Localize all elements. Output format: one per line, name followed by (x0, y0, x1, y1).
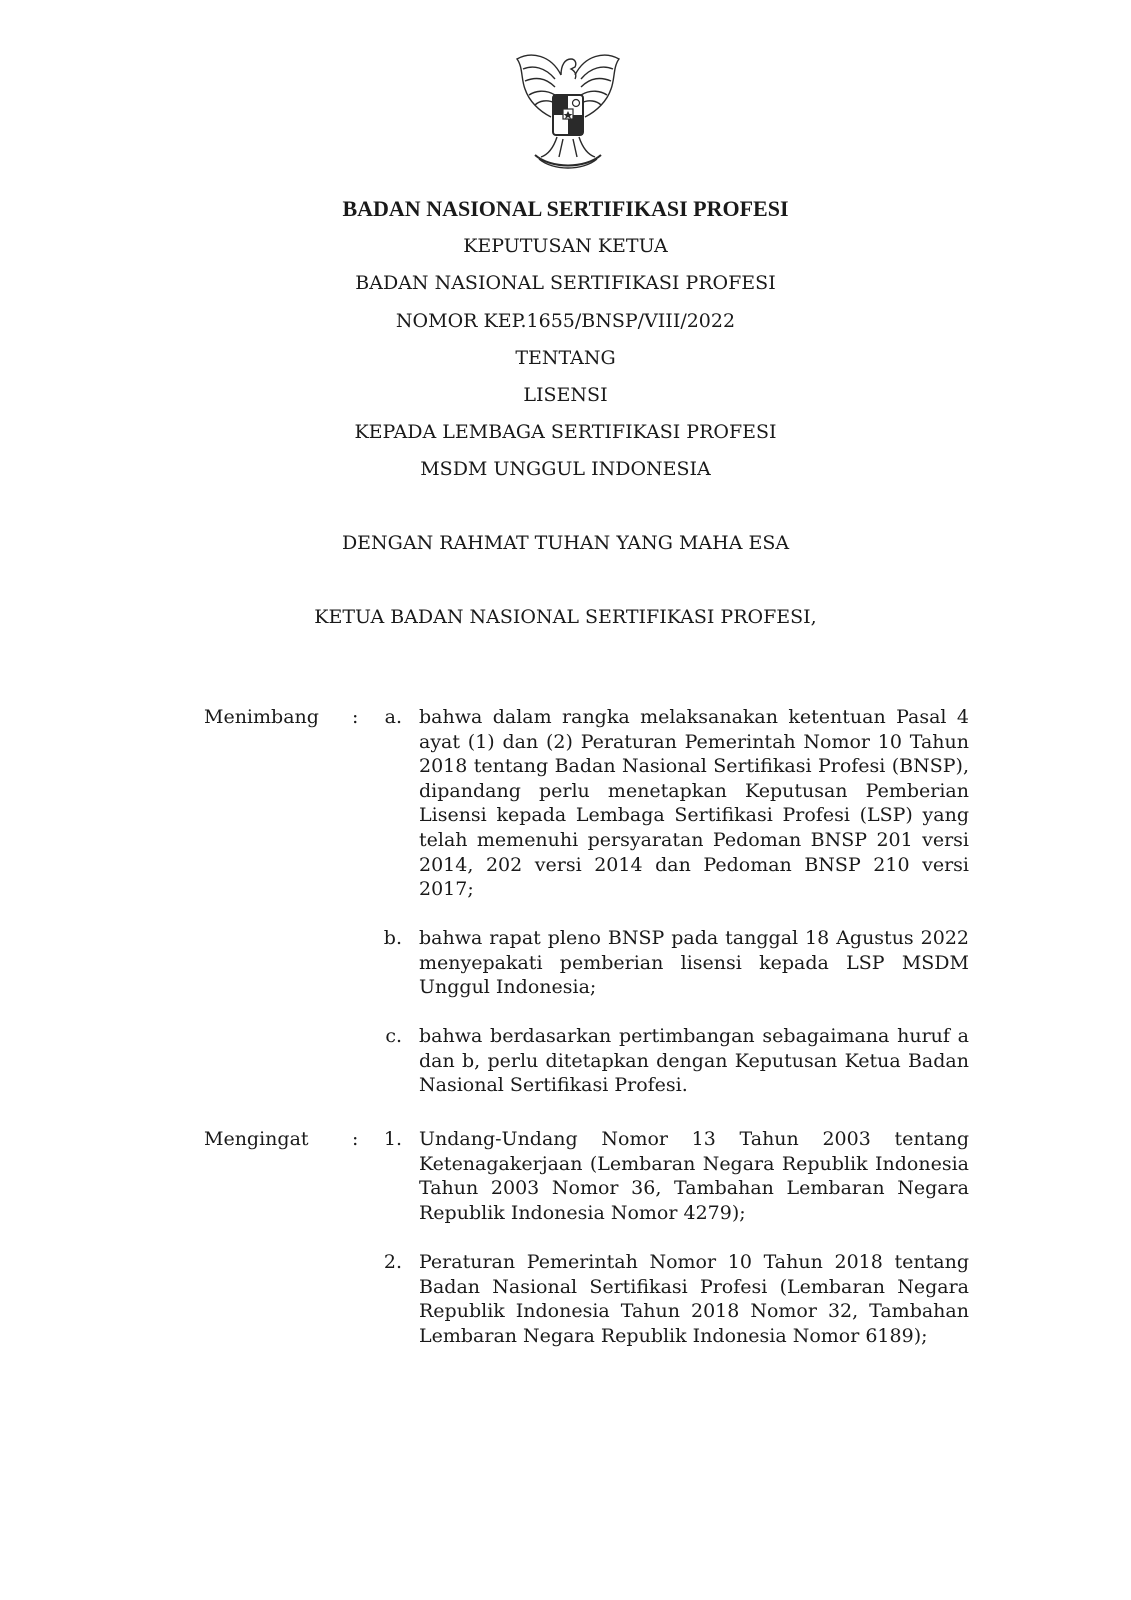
subject-line-3: MSDM UNGGUL INDONESIA (420, 458, 711, 480)
menimbang-colon: : (352, 706, 359, 728)
chairman-line: KETUA BADAN NASIONAL SERTIFIKASI PROFESI, (314, 606, 817, 628)
mengingat-item-marker: 2. (383, 1251, 402, 1273)
mengingat-label: Mengingat (204, 1128, 309, 1150)
mengingat-colon: : (352, 1128, 359, 1150)
agency-title: BADAN NASIONAL SERTIFIKASI PROFESI (342, 196, 789, 221)
menimbang-item: bahwa berdasarkan pertimbangan sebagaimana huruf a dan b, perlu ditetapkan dengan Keputusan Ketua Badan Nasional Sertifikasi Profesi. (419, 1025, 969, 1097)
menimbang-item-marker: b. (383, 927, 402, 949)
menimbang-label: Menimbang (204, 706, 319, 728)
garuda-pancasila-emblem-icon (511, 45, 625, 173)
menimbang-item: bahwa dalam rangka melaksanakan ketentuan Pasal 4 ayat (1) dan (2) Peraturan Pemerintah Nomor 10 Tahun 2018 tentang Badan Nasional Sertifikasi Profesi (BNSP), dipandang perlu menetapkan Keputusan Pemberian Lisensi kepada Lembaga Sertifikasi Profesi (LSP) yang telah memenuhi persyaratan Pedoman BNSP 201 versi 2014, 202 versi 2014 dan Pedoman BNSP 210 versi 2017; (419, 706, 969, 901)
subject-line-1: LISENSI (523, 384, 608, 406)
decision-type: KEPUTUSAN KETUA (463, 235, 668, 257)
blessing-line: DENGAN RAHMAT TUHAN YANG MAHA ESA (341, 532, 790, 554)
mengingat-item: Undang-Undang Nomor 13 Tahun 2003 tentang Ketenagakerjaan (Lembaran Negara Republik Indonesia Tahun 2003 Nomor 36, Tambahan Lembaran Negara Republik Indonesia Nomor 4279); (419, 1128, 969, 1224)
mengingat-item-marker: 1. (383, 1128, 402, 1150)
menimbang-item-marker: a. (384, 706, 402, 728)
menimbang-item-marker: c. (385, 1025, 402, 1047)
subject-line-2: KEPADA LEMBAGA SERTIFIKASI PROFESI (354, 421, 777, 443)
menimbang-item: bahwa rapat pleno BNSP pada tanggal 18 Agustus 2022 menyepakati pemberian lisensi kepada LSP MSDM Unggul Indonesia; (419, 927, 969, 999)
mengingat-item: Peraturan Pemerintah Nomor 10 Tahun 2018 tentang Badan Nasional Sertifikasi Profesi (Lembaran Negara Republik Indonesia Tahun 2018 Nomor 32, Tambahan Lembaran Negara Republik Indonesia Nomor 6189); (419, 1251, 969, 1347)
about-label: TENTANG (515, 347, 616, 369)
decision-number: NOMOR KEP.1655/BNSP/VIII/2022 (395, 310, 736, 332)
agency-name: BADAN NASIONAL SERTIFIKASI PROFESI (355, 272, 776, 294)
